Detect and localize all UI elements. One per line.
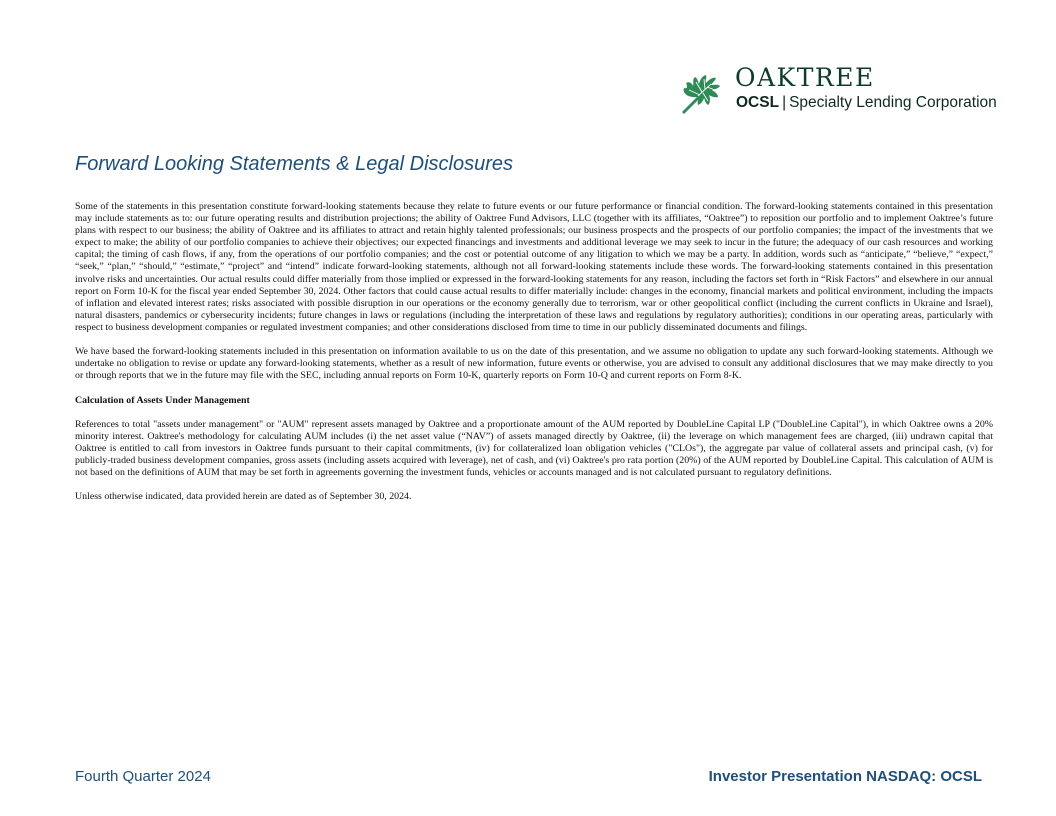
logo-separator: | <box>782 94 787 111</box>
logo-subtitle <box>736 95 997 111</box>
logo-company-name: Specialty Lending Corporation <box>789 94 997 111</box>
logo-ticker: OCSL <box>736 94 780 111</box>
disclosure-body <box>75 201 993 515</box>
logo-brand-name: OAKTREE <box>735 63 875 92</box>
footer-presentation-title: Investor Presentation NASDAQ: OCSL <box>708 768 982 785</box>
no-obligation-paragraph: We have based the forward-looking statements included in this presentation on information available to us on the date of this presentation, and we assume no obligation to update any such forward-looking statements. Although we undertake no obligation to revise or update any forward-looking statements, whether as a result of new information, future events or otherwise, you are advised to consult any additional disclosures that we may make directly to you or through reports that we in the future may file with the SEC, including annual reports on Form 10-K, quarterly reports on Form 10-Q and current reports on Form 8-K. <box>75 346 993 382</box>
page-title: Forward Looking Statements & Legal Disclosures <box>75 153 513 175</box>
oak-leaf-icon <box>678 68 724 114</box>
data-date-paragraph: Unless otherwise indicated, data provided herein are dated as of September 30, 2024. <box>75 491 412 503</box>
aum-paragraph: References to total "assets under management" or "AUM" represent assets managed by Oaktree and a proportionate amount of the AUM reported by DoubleLine Capital LP ("DoubleLine Capital"), in which Oaktree owns a 20% minority interest. Oaktree's methodology for calculating AUM includes (i) the net asset value (“NAV”) of assets managed directly by Oaktree, (ii) the leverage on which management fees are charged, (iii) undrawn capital that Oaktree is entitled to call from investors in Oaktree funds pursuant to their capital commitments, (iv) for collateralized loan obligation vehicles ("CLOs"), the aggregate par value of collateral assets and principal cash, (v) for publicly-traded business development companies, gross assets (including assets acquired with leverage), net of cash, and (vi) Oaktree's pro rata portion (20%) of the AUM reported by DoubleLine Capital. This calculation of AUM is not based on the definitions of AUM that may be set forth in agreements governing the investment funds, vehicles or accounts managed and is not calculated pursuant to regulatory definitions. <box>75 418 993 479</box>
aum-section-heading: Calculation of Assets Under Management <box>75 394 250 406</box>
company-logo <box>678 63 997 116</box>
footer-quarter: Fourth Quarter 2024 <box>75 768 211 785</box>
forward-looking-paragraph: Some of the statements in this presentation constitute forward-looking statements because they relate to future events or our future performance or financial condition. The forward-looking statements contained in this presentation may include statements as to: our future operating results and distribution projections; the ability of Oaktree Fund Advisors, LLC (together with its affiliates, “Oaktree”) to reposition our portfolio and to implement Oaktree’s future plans with respect to our business; the ability of Oaktree and its affiliates to attract and retain highly talented professionals; our business prospects and the prospects of our portfolio companies; the impact of the investments that we expect to make; the ability of our portfolio companies to achieve their objectives; our expected financings and investments and additional leverage we may seek to incur in the future; the adequacy of our cash resources and working capital; the timing of cash flows, if any, from the operations of our portfolio companies; and the cost or potential outcome of any litigation to which we may be a party. In addition, words such as “anticipate,” “believe,” “expect,” “seek,” “plan,” “should,” “estimate,” “project” and “intend” indicate forward-looking statements, although not all forward-looking statements include these words. The forward-looking statements contained in this presentation involve risks and uncertainties. Our actual results could differ materially from those implied or expressed in the forward-looking statements for any reason, including the factors set forth in “Risk Factors” and elsewhere in our annual report on Form 10-K for the fiscal year ended September 30, 2024. Other factors that could cause actual results to differ materially include: changes in the economy, financial markets and political environment, including the impacts of inflation and elevated interest rates; risks associated with possible disruption in our operations or the economy generally due to terrorism, war or other geopolitical conflict (including the current conflicts in Ukraine and Israel), natural disasters, pandemics or cybersecurity incidents; future changes in laws or regulations (including the interpretation of these laws and regulations by regulatory authorities); conditions in our operating areas, particularly with respect to business development companies or regulated investment companies; and other considerations disclosed from time to time in our publicly disseminated documents and filings. <box>75 201 993 333</box>
